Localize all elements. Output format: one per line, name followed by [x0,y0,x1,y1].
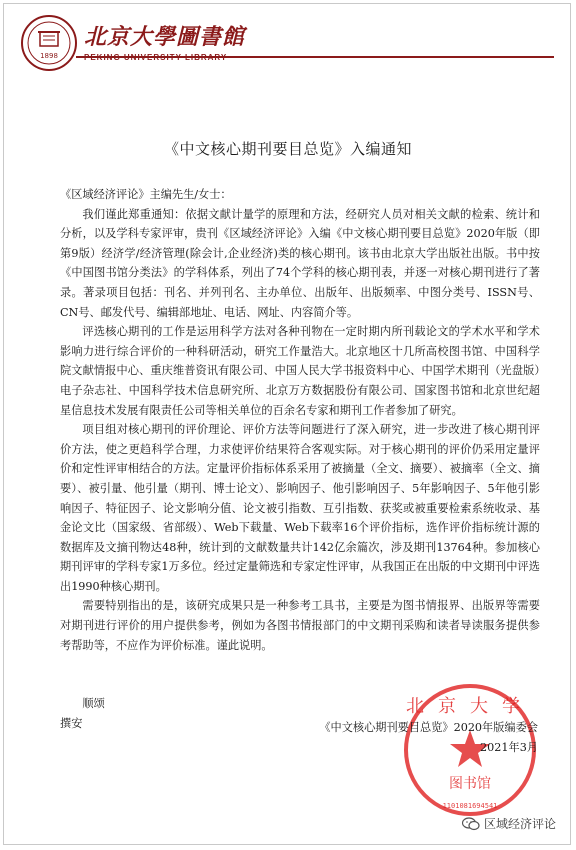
paragraph-4: 需要特别指出的是，该研究成果只是一种参考工具书，主要是为图书情报界、出版界等需要对期刊进行评价的用户提供参考，例如为各图书情报部门的中文期刊采购和读者导读服务提供参考帮助等，不应作为评价标准。谨此说明。 [60,599,540,652]
stamp-top-text: 北京大学 [406,696,534,717]
wechat-watermark [462,815,556,832]
paragraph-3: 项目组对核心期刊的评价理论、评价方法等问题进行了深入研究，进一步改进了核心期刊评价方法，使之更趋科学合理，力求使评价结果符合客观实际。对于核心期刊的评价仍采用定量评价和定性评审相结合的方法。定量评价指标体系采用了被摘量（全文、摘要）、被摘率（全文、摘要）、被引量、他引量（期刊、博士论文）、影响因子、他引影响因子、5年影响因子、5年他引影响因子、特征因子、论文影响分值、论文被引指数、互引指数、获奖或被重要检索系统收录、基金论文比（国家级、省部级）、Web下载量、Web下载率16个评价指标，选作评价指标统计源的数据库及文摘刊物达48种，统计到的文献数量共计142亿余篇次，涉及期刊13764种。参加核心期刊评审的学科专家1万多位。经过定量筛选和专家定性评审，从我国正在出版的中文期刊中评选出1990种核心期刊。 [60,423,540,593]
closing [60,694,105,733]
closing-line-2: 撰安 [60,716,83,730]
signature-block [319,718,538,757]
letter-body [60,185,540,655]
signature-committee: 《中文核心期刊要目总览》2020年版编委会 [319,721,538,734]
paragraph-1: 我们谨此郑重通知：依据文献计量学的原理和方法，经研究人员对相关文献的检索、统计和分析，以及学科专家评审，贵刊《区域经济评论》入编《中文核心期刊要目总览》2020年版（即第9版）经济学/经济管理(除会计,企业经济)类的核心期刊。该书由北京大学出版社出版。书中按《中国图书馆分类法》的学科体系，列出了74个学科的核心期刊表，并逐一对核心期刊进行了著录。著录项目包括：刊名、并列刊名、主办单位、出版年、出版频率、中图分类号、ISSN号、CN号、邮发代号、编辑部地址、电话、网址、内容简介等。 [60,207,540,319]
brand-name-cn: 北京大學圖書館 [84,24,246,50]
closing-line-1: 顺颂 [82,697,105,710]
letterhead [20,14,320,74]
stamp-center-text: 图书馆 [449,776,491,792]
seal-year: 1898 [40,52,58,60]
letterhead-divider [76,56,554,58]
salutation: 《区域经济评论》主编先生/女士： [60,188,232,201]
university-seal-icon [20,14,78,72]
signature-date: 2021年3月 [480,740,538,754]
paragraph-2: 评选核心期刊的工作是运用科学方法对各种刊物在一定时期内所刊载论文的学术水平和学术影响力进行综合评价的一种科研活动，研究工作量浩大。北京地区十几所高校图书馆、中国科学院文献情报中心、重庆维普资讯有限公司、中国人民大学书报资料中心、中国学术期刊（光盘版）电子杂志社、中国科学技术信息研究所、北京万方数据股份有限公司、国家图书馆和北京世纪超星信息技术发展有限责任公司等相关单位的百余名专家和期刊工作者参加了研究。 [60,325,540,417]
wechat-icon [462,817,480,831]
watermark-text: 区域经济评论 [483,817,556,831]
page-title: 《中文核心期刊要目总览》入编通知 [163,140,412,158]
stamp-code-text: 1101081694541 [442,802,498,810]
